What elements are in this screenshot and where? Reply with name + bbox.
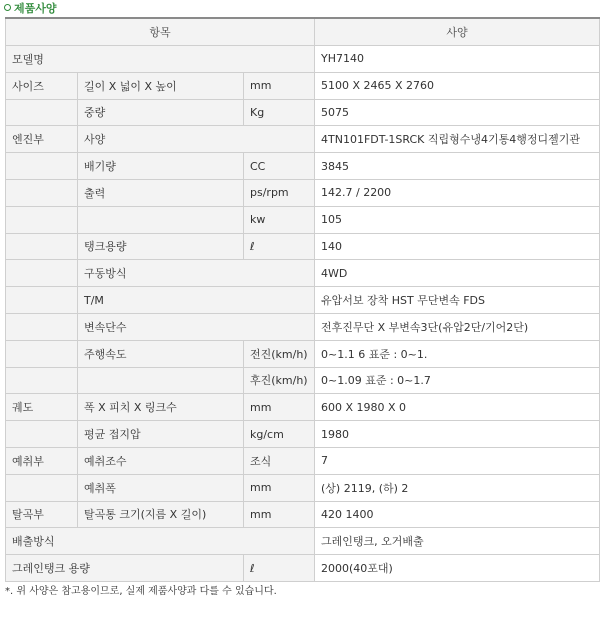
disclaimer-note: *. 위 사양은 참고용이므로, 실제 제품사양과 다를 수 있습니다. <box>5 586 277 597</box>
header-row <box>6 18 600 46</box>
table-row: kw 105 <box>6 206 600 233</box>
table-row: 후진(km/h) 0~1.09 표준 : 0~1.7 <box>6 367 600 394</box>
table-row: 엔진부 사양 4TN101FDT-1SRCK 직립형수냉4기통4행정디젤기관 <box>6 126 600 153</box>
table-row: 탈곡부 탈곡통 크기(지름 X 길이) mm 420 1400 <box>6 501 600 528</box>
section-title: 제품사양 <box>4 1 57 17</box>
table-row: 그레인탱크 용량 ℓ 2000(40포대) <box>6 555 600 582</box>
table-row: 변속단수 전후진무단 X 부변속3단(유압2단/기어2단) <box>6 313 600 340</box>
table-row: 궤도 폭 X 피치 X 링크수 mm 600 X 1980 X 0 <box>6 394 600 421</box>
header-spec: 사양 <box>315 18 600 46</box>
table-row: 출력 ps/rpm 142.7 / 2200 <box>6 179 600 206</box>
table-row: 예취부 예취조수 조식 7 <box>6 447 600 474</box>
table-row: T/M 유압서보 장착 HST 무단변속 FDS <box>6 287 600 314</box>
table-row: 배기량 CC 3845 <box>6 153 600 180</box>
table-row: 배출방식 그레인탱크, 오거배출 <box>6 528 600 555</box>
table-row: 사이즈 길이 X 넓이 X 높이 mm 5100 X 2465 X 2760 <box>6 72 600 99</box>
spec-table <box>5 17 600 582</box>
table-row: 예취폭 mm (상) 2119, (하) 2 <box>6 474 600 501</box>
table-row: 탱크용량 ℓ 140 <box>6 233 600 260</box>
header-item: 항목 <box>6 18 315 46</box>
circle-bullet-icon <box>4 4 11 11</box>
table-row: 모델명 YH7140 <box>6 46 600 73</box>
table-row: 평균 접지압 kg/cm 1980 <box>6 421 600 448</box>
table-row: 구동방식 4WD <box>6 260 600 287</box>
table-row: 주행속도 전진(km/h) 0~1.1 6 표준 : 0~1. <box>6 340 600 367</box>
table-row: 중량 Kg 5075 <box>6 99 600 126</box>
